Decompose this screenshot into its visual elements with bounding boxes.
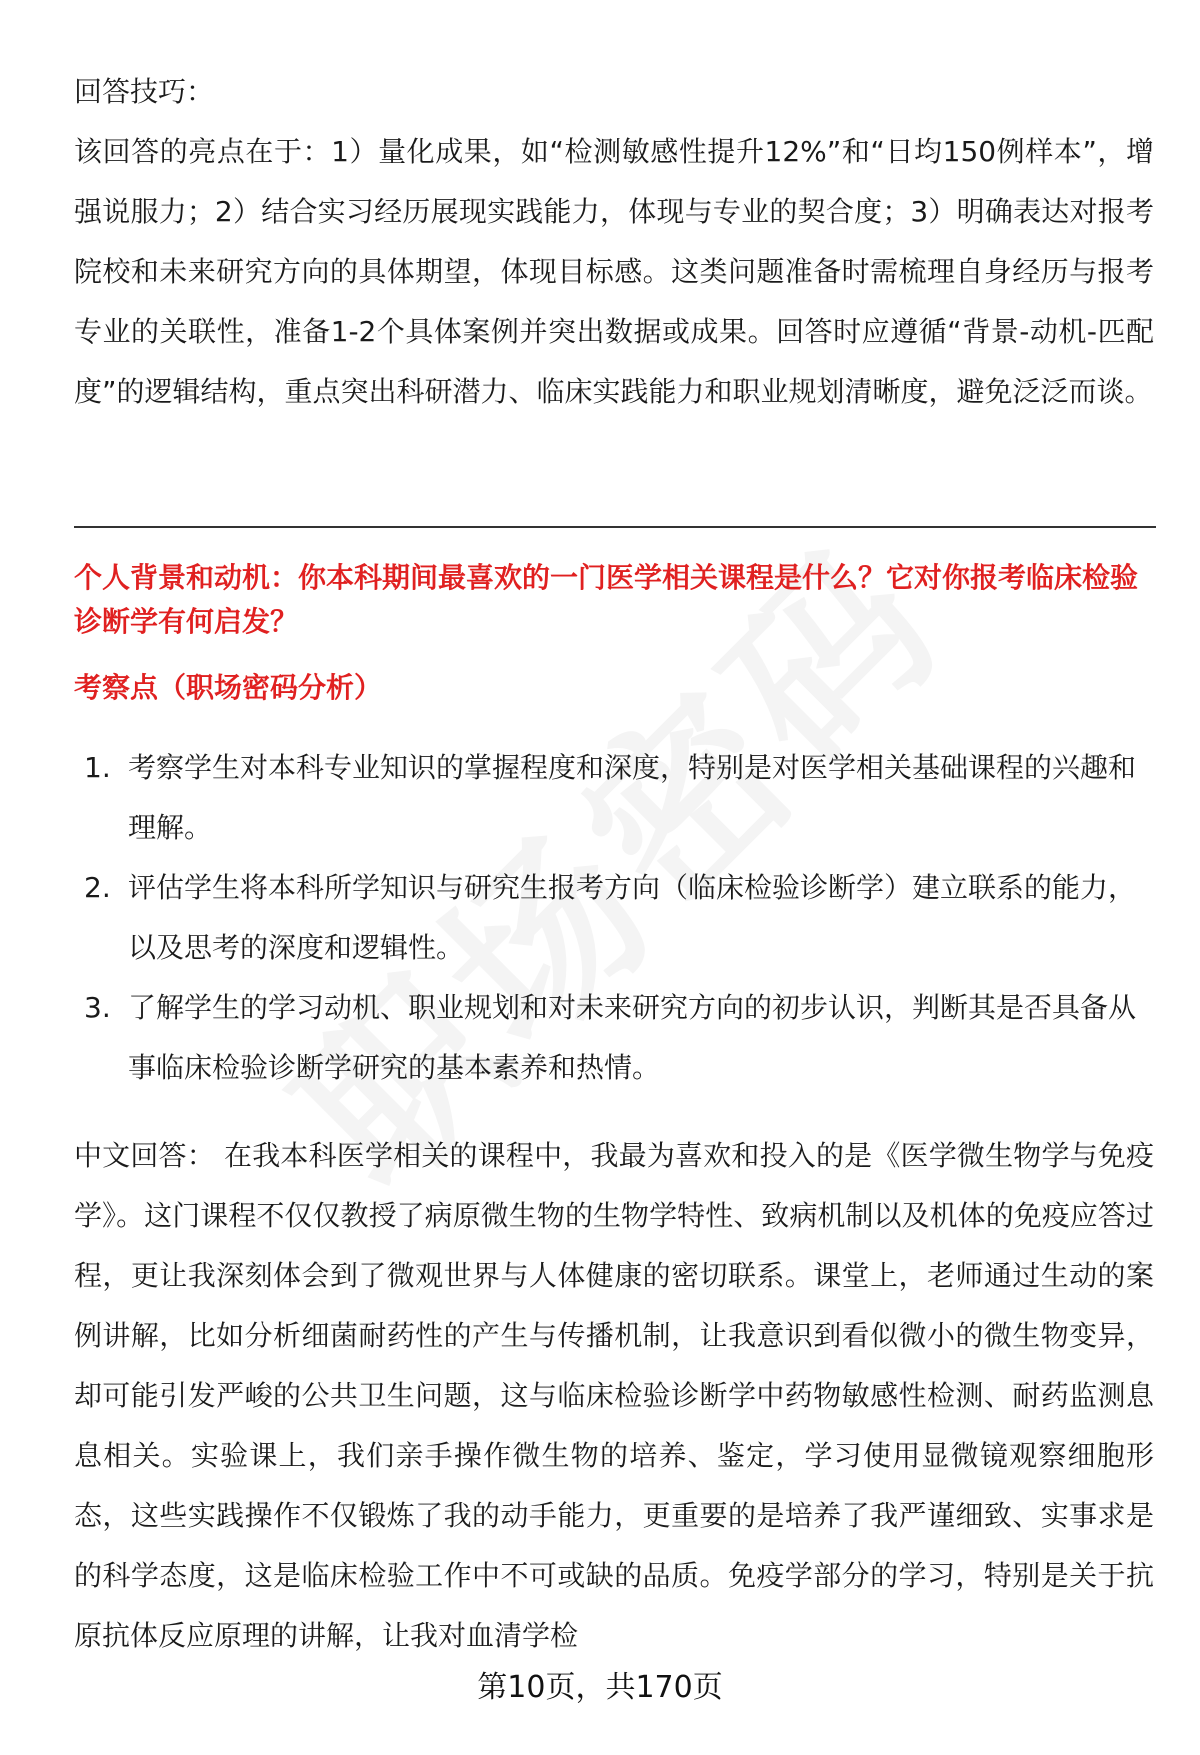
- list-item: [74, 978, 1154, 1098]
- list-item-number: 3.: [84, 991, 111, 1024]
- tips-body: 该回答的亮点在于：1）量化成果，如“检测敏感性提升12%”和“日均150例样本”，增强说服力；2）结合实习经历展现实践能力，体现与专业的契合度；3）明确表达对报考院校和未来研究方向的具体期望，体现目标感。这类问题准备时需梳理自身经历与报考专业的关联性，准备1-2个具体案例并突出数据或成果。回答时应遵循“背景-动机-匹配度”的逻辑结构，重点突出科研潜力、临床实践能力和职业规划清晰度，避免泛泛而谈。: [74, 135, 1154, 408]
- section-divider: [74, 526, 1156, 528]
- assessment-points-list: [74, 738, 1154, 1098]
- page-number: 第10页，共170页: [477, 1670, 723, 1705]
- question-heading: 个人背景和动机：你本科期间最喜欢的一门医学相关课程是什么？它对你报考临床检验诊断学有何启发？: [74, 561, 1139, 638]
- list-item-number: 1.: [84, 751, 111, 784]
- answer-body: 中文回答： 在我本科医学相关的课程中，我最为喜欢和投入的是《医学微生物学与免疫学》。这门课程不仅仅教授了病原微生物的生物学特性、致病机制以及机体的免疫应答过程，更让我深刻体会到了微观世界与人体健康的密切联系。课堂上，老师通过生动的案例讲解，比如分析细菌耐药性的产生与传播机制，让我意识到看似微小的微生物变异，却可能引发严峻的公共卫生问题，这与临床检验诊断学中药物敏感性检测、耐药监测息息相关。实验课上，我们亲手操作微生物的培养、鉴定，学习使用显微镜观察细胞形态，这些实践操作不仅锻炼了我的动手能力，更重要的是培养了我严谨细致、实事求是的科学态度，这是临床检验工作中不可或缺的品质。免疫学部分的学习，特别是关于抗原抗体反应原理的讲解，让我对血清学检: [74, 1139, 1154, 1652]
- list-item: [74, 858, 1154, 978]
- assessment-title: 考察点（职场密码分析）: [74, 671, 383, 704]
- list-item-number: 2.: [84, 871, 111, 904]
- list-item-text: 评估学生将本科所学知识与研究生报考方向（临床检验诊断学）建立联系的能力，以及思考的深度和逻辑性。: [128, 871, 1137, 964]
- list-item: [74, 738, 1154, 858]
- tips-heading: 回答技巧：: [74, 75, 215, 108]
- list-item-text: 了解学生的学习动机、职业规划和对未来研究方向的初步认识，判断其是否具备从事临床检验诊断学研究的基本素养和热情。: [128, 991, 1137, 1084]
- list-item-text: 考察学生对本科专业知识的掌握程度和深度，特别是对医学相关基础课程的兴趣和理解。: [128, 751, 1137, 844]
